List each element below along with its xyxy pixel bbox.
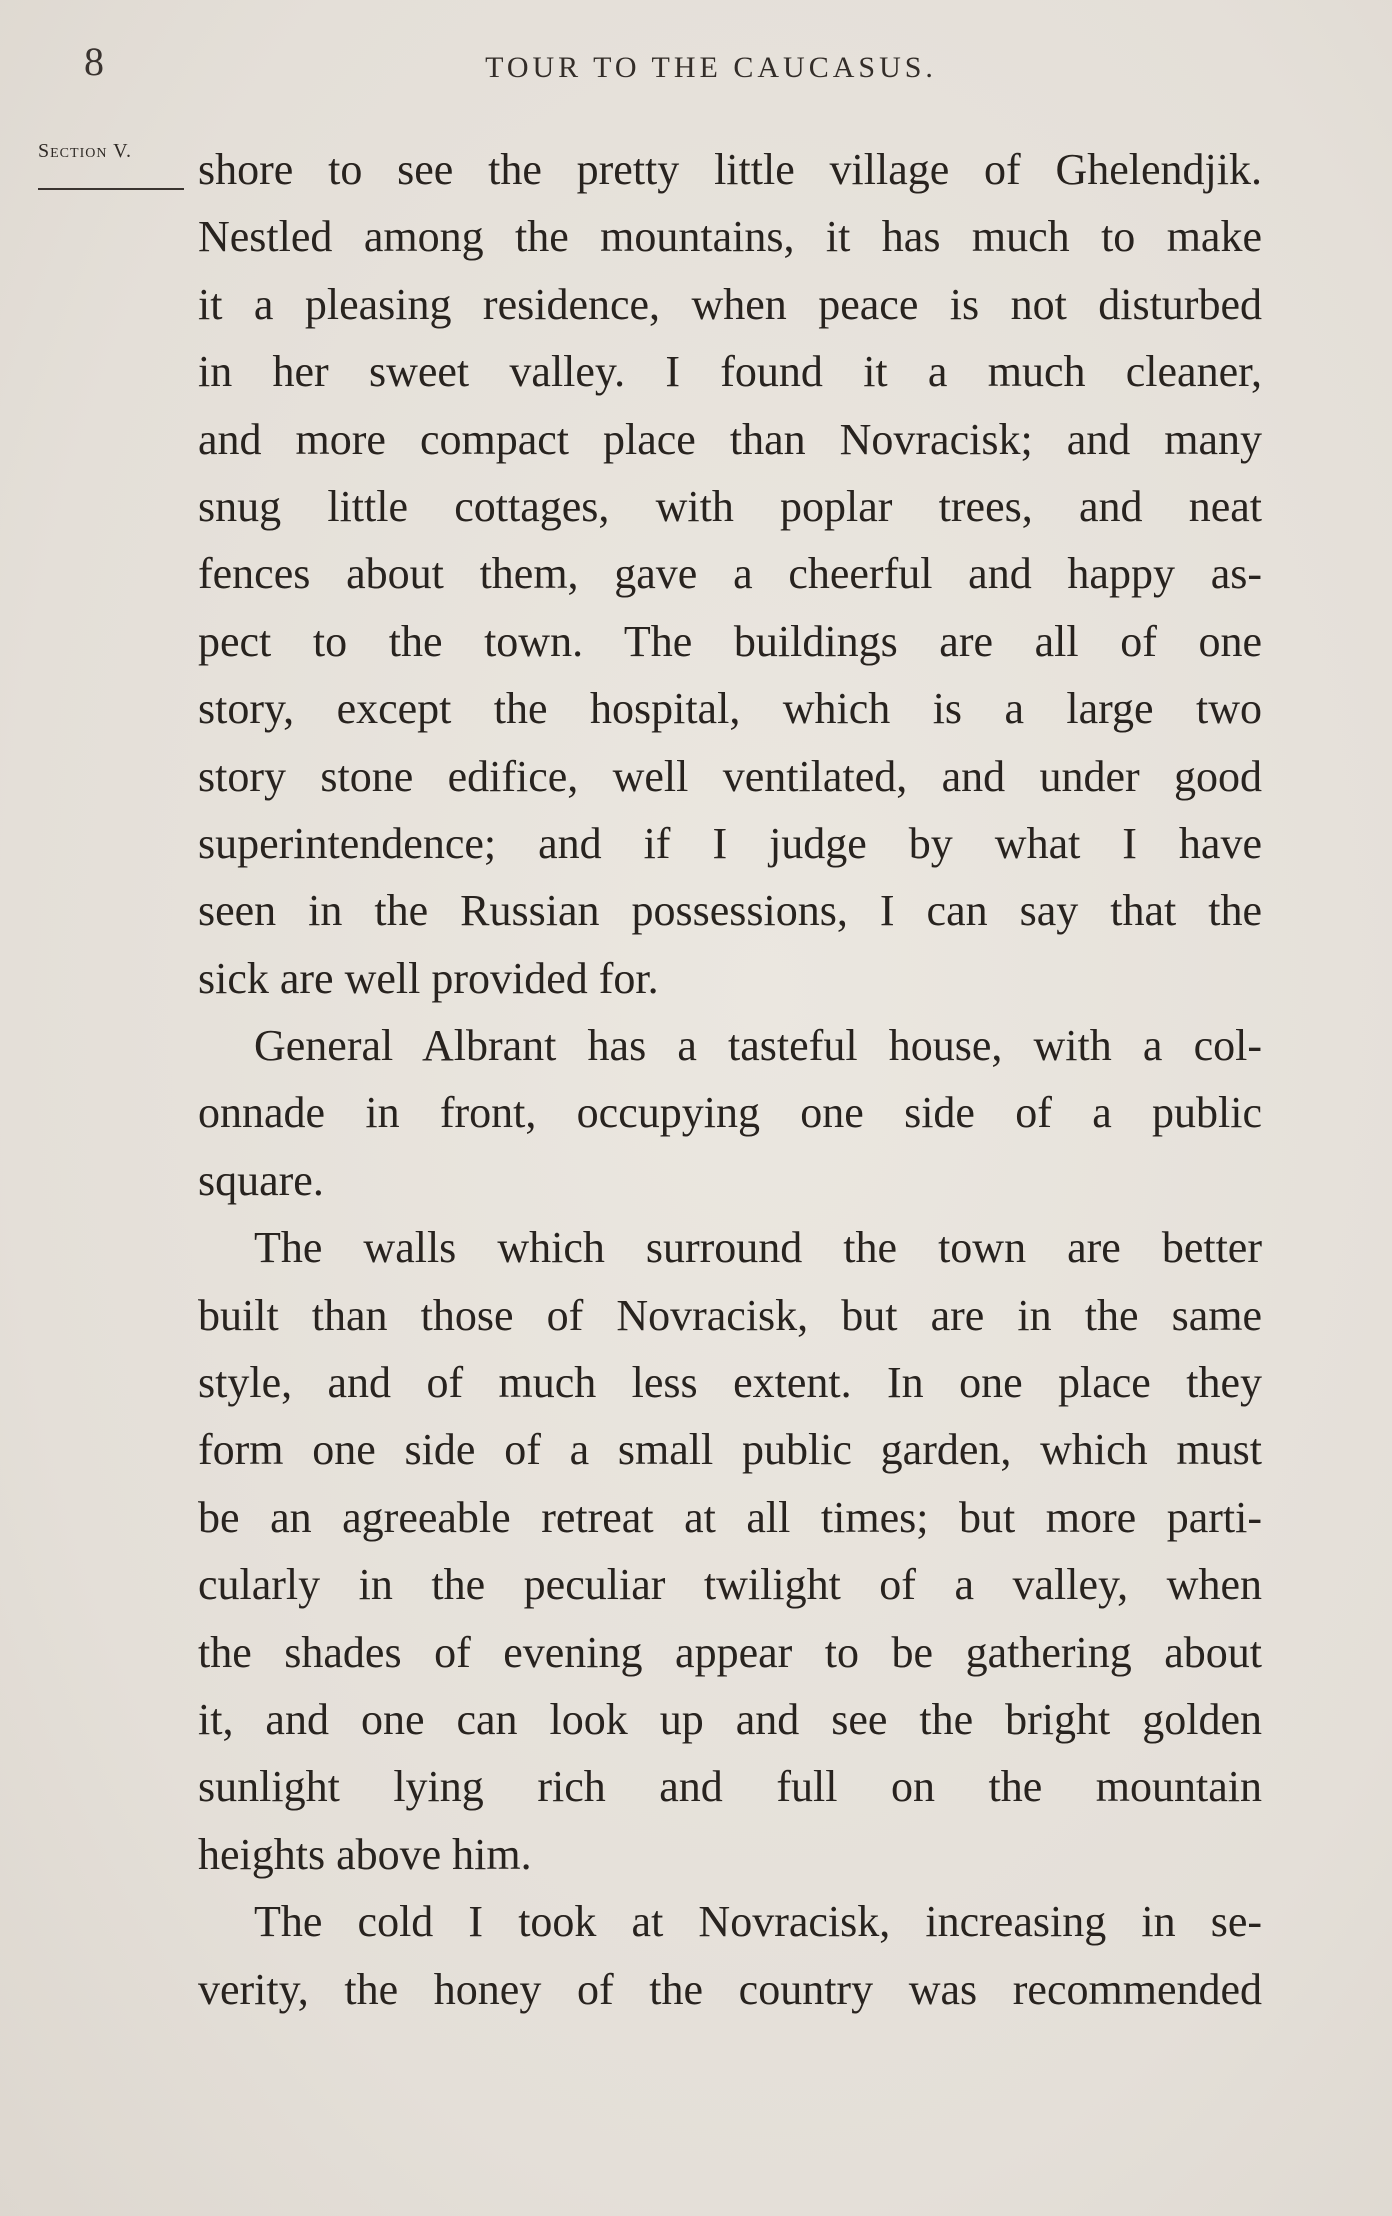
text-line: it, and one can look up and see the bright golden [198,1694,1262,1744]
text-line: verity, the honey of the country was recommended [198,1964,1262,2014]
text-line: General Albrant has a tasteful house, with a col- [254,1021,1262,1071]
text-line: story, except the hospital, which is a large two [198,684,1262,734]
text-line: sunlight lying rich and full on the mountain [198,1762,1262,1812]
text-line: fences about them, gave a cheerful and happy as- [198,549,1262,599]
text-line: superintendence; and if I judge by what I have [198,818,1262,868]
text-line: Nestled among the mountains, it has much to make [198,212,1262,262]
body-text [198,136,1262,2023]
text-line: seen in the Russian possessions, I can say that the [198,886,1262,936]
text-line: it a pleasing residence, when peace is not disturbed [198,279,1262,329]
text-line: pect to the town. The buildings are all of one [198,616,1262,666]
text-line: square. [198,1155,324,1205]
text-line: sick are well provided for. [198,953,659,1003]
section-margin-note: Section V. [38,138,184,190]
text-line: built than those of Novracisk, but are in the same [198,1290,1262,1340]
text-line: style, and of much less extent. In one place they [198,1358,1262,1408]
text-line: cularly in the peculiar twilight of a valley, when [198,1560,1262,1610]
text-line: be an agreeable retreat at all times; but more parti- [198,1492,1262,1542]
text-line: form one side of a small public garden, which must [198,1425,1262,1475]
running-title: TOUR TO THE CAUCASUS. [485,51,937,84]
paragraph-4 [198,1888,1262,2023]
text-line: the shades of evening appear to be gathering about [198,1627,1262,1677]
text-line: snug little cottages, with poplar trees, and neat [198,481,1262,531]
page-number: 8 [84,39,104,84]
text-line: story stone edifice, well ventilated, and under good [198,751,1262,801]
text-line: shore to see the pretty little village of Ghelendjik. [198,145,1262,194]
text-line: heights above him. [198,1829,532,1879]
paragraph-2 [198,1012,1262,1214]
text-line: and more compact place than Novracisk; and many [198,414,1262,464]
text-line: The walls which surround the town are better [254,1223,1262,1273]
text-line: in her sweet valley. I found it a much cleaner, [198,347,1262,397]
paragraph-3 [198,1214,1262,1888]
paragraph-1 [198,136,1262,1012]
text-line: onnade in front, occupying one side of a public [198,1088,1262,1138]
text-line: The cold I took at Novracisk, increasing in se- [254,1897,1262,1947]
